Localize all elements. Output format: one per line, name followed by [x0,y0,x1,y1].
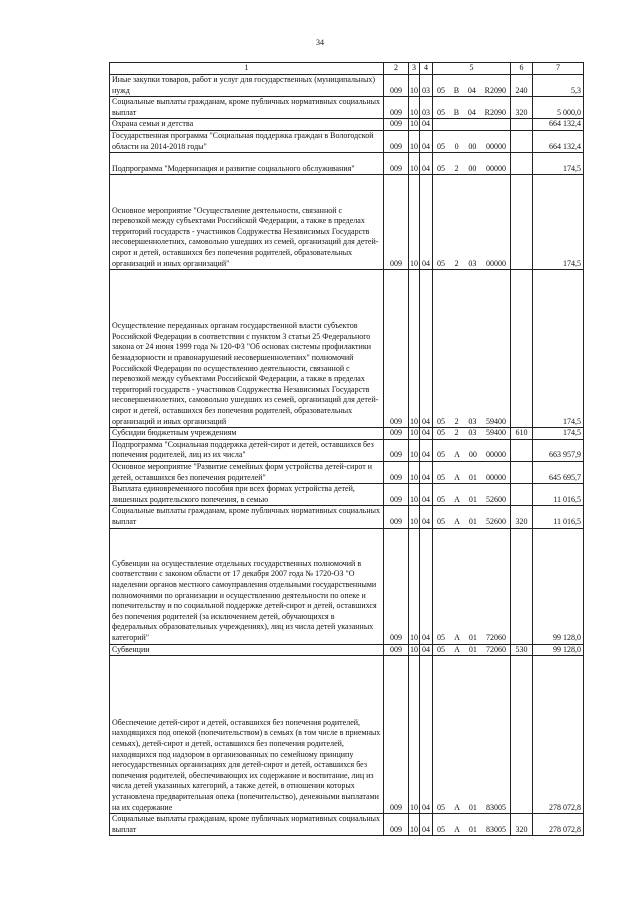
target-article-cell [433,97,511,119]
target-article-part: 05 [437,824,445,834]
ministry-code-cell: 009 [384,130,409,152]
expense-type-cell [511,439,533,461]
row-name-cell: Социальные выплаты гражданам, кроме публичных нормативных социальных выплат [110,97,384,119]
amount-cell: 174,5 [533,270,584,428]
target-article-part: 59400 [485,428,506,438]
expense-type-cell [511,130,533,152]
amount-cell: 663 957,9 [533,439,584,461]
target-article-part: 2 [454,416,459,426]
section-code-cell: 10 [409,528,420,644]
amount-cell: 5,3 [533,75,584,97]
ministry-code-cell: 009 [384,656,409,814]
target-article-part: 83005 [485,824,506,834]
row-name-cell: Социальные выплаты гражданам, кроме публичных нормативных социальных выплат [110,506,384,528]
target-article-part: 05 [437,416,445,426]
expense-type-cell [511,153,533,175]
section-code-cell: 10 [409,175,420,270]
target-article-cell [433,484,511,506]
ministry-code-cell: 009 [384,97,409,119]
amount-cell: 99 128,0 [533,644,584,656]
target-article-cell [433,428,511,440]
target-article-part: 2 [454,258,459,268]
row-name-cell: Субвенции [110,644,384,656]
section-code-cell: 10 [409,506,420,528]
subsection-code-cell: 04 [420,428,433,440]
target-article-cell [433,506,511,528]
row-name-cell: Субсидии бюджетным учреждениям [110,428,384,440]
section-code-cell: 10 [409,814,420,836]
page-number: 34 [316,38,324,47]
section-code-cell: 10 [409,461,420,483]
expense-type-cell [511,461,533,483]
ministry-code-cell: 009 [384,644,409,656]
row-name-cell: Субвенции на осуществление отдельных государственных полномочий в соответствии с законом области от 17 декабря 2007 года № 1720-ОЗ "О наделении органов местного самоуправления отдельными государственными полномочиями по организации и осуществлению деятельности по опеке и попечительству и по социальной поддержке детей-сирот и детей, оставшихся без попечения родителей (за исключением детей, обучающихся в федеральных образовательных учреждениях), лиц из числа детей указанных категорий" [110,528,384,644]
header-cell: 4 [420,63,433,75]
target-article-part: 83005 [485,802,506,812]
target-article-part: 05 [437,494,445,504]
target-article-part: 05 [437,644,445,654]
section-code-cell: 10 [409,428,420,440]
target-article-part: R2090 [484,85,506,95]
expense-type-cell: 320 [511,506,533,528]
ministry-code-cell: 009 [384,814,409,836]
expense-type-cell [511,119,533,131]
target-article-part: 05 [437,107,445,117]
section-code-cell: 10 [409,119,420,131]
target-article-part: 00000 [485,141,506,151]
target-article-part: 01 [468,472,477,482]
section-code-cell: 10 [409,130,420,152]
target-article-part: 72060 [485,644,506,654]
target-article-part: 00000 [485,472,506,482]
amount-cell: 174,5 [533,175,584,270]
target-article-part: 52600 [485,516,506,526]
target-article-part: 05 [437,258,445,268]
section-code-cell: 10 [409,270,420,428]
subsection-code-cell: 04 [420,439,433,461]
header-cell: 7 [533,63,584,75]
ministry-code-cell: 009 [384,153,409,175]
table-row [110,506,584,528]
amount-cell: 278 072,8 [533,814,584,836]
target-article-part: 00 [468,163,477,173]
target-article-cell [433,644,511,656]
target-article-cell [433,175,511,270]
target-article-part: 04 [467,107,476,117]
ministry-code-cell: 009 [384,484,409,506]
header-cell: 6 [511,63,533,75]
table-row [110,439,584,461]
target-article-part: 2 [454,428,459,438]
ministry-code-cell: 009 [384,506,409,528]
expense-type-cell [511,656,533,814]
target-article-part: 59400 [485,416,506,426]
target-article-part: 0 [454,141,459,151]
section-code-cell: 10 [409,75,420,97]
amount-cell: 174,5 [533,428,584,440]
target-article-cell [433,270,511,428]
amount-cell: 664 132,4 [533,130,584,152]
target-article-cell [433,439,511,461]
header-cell: 5 [433,63,511,75]
target-article-part: 00 [468,141,477,151]
target-article-part: А [454,632,460,642]
ministry-code-cell: 009 [384,270,409,428]
target-article-part: 05 [437,450,445,460]
ministry-code-cell: 009 [384,528,409,644]
amount-cell: 99 128,0 [533,528,584,644]
target-article-cell [433,814,511,836]
target-article-part: 05 [437,85,445,95]
target-article-part: 2 [454,163,459,173]
table-row [110,175,584,270]
amount-cell: 11 016,5 [533,506,584,528]
subsection-code-cell: 04 [420,119,433,131]
amount-cell: 11 016,5 [533,484,584,506]
table-row [110,153,584,175]
target-article-part: А [454,450,460,460]
budget-table [109,62,584,836]
target-article-part: 00000 [485,163,506,173]
ministry-code-cell: 009 [384,75,409,97]
row-name-cell: Основное мероприятие "Осуществление деятельности, связанной с перевозкой между субъектами Российской Федерации, а также в пределах территорий государств - участников Содружества Независимых Государств несовершеннолетних, самовольно ушедших из семей, организаций для детей-сирот и детей, оставшихся без попечения родителей, образовательных организаций и иных организаций" [110,175,384,270]
table-row [110,528,584,644]
target-article-part: 00000 [485,258,506,268]
subsection-code-cell: 04 [420,644,433,656]
expense-type-cell: 320 [511,97,533,119]
target-article-part: 05 [437,802,445,812]
target-article-part: R2090 [484,107,506,117]
section-code-cell: 10 [409,439,420,461]
target-article-part: 05 [437,516,445,526]
expense-type-cell: 610 [511,428,533,440]
table-row [110,97,584,119]
table-row [110,75,584,97]
target-article-part: А [454,802,460,812]
amount-cell: 664 132,4 [533,119,584,131]
target-article-part: 03 [468,258,477,268]
header-cell: 2 [384,63,409,75]
section-code-cell: 10 [409,153,420,175]
ministry-code-cell: 009 [384,439,409,461]
header-cell: 3 [409,63,420,75]
section-code-cell: 10 [409,644,420,656]
amount-cell: 645 695,7 [533,461,584,483]
subsection-code-cell: 04 [420,461,433,483]
ministry-code-cell: 009 [384,119,409,131]
row-name-cell: Иные закупки товаров, работ и услуг для государственных (муниципальных) нужд [110,75,384,97]
row-name-cell: Выплата единовременного пособия при всех формах устройства детей, лишенных родительского попечения, в семью [110,484,384,506]
target-article-part: А [454,644,460,654]
expense-type-cell [511,175,533,270]
target-article-part: 01 [468,494,477,504]
target-article-cell [433,461,511,483]
target-article-part: 04 [467,85,476,95]
table-row [110,461,584,483]
target-article-part: 05 [437,141,445,151]
subsection-code-cell: 04 [420,130,433,152]
target-article-part: 01 [468,824,477,834]
target-article-part: В [453,107,460,117]
target-article-cell [433,656,511,814]
table-row [110,484,584,506]
expense-type-cell: 240 [511,75,533,97]
subsection-code-cell: 04 [420,484,433,506]
target-article-cell [433,119,511,131]
expense-type-cell: 320 [511,814,533,836]
target-article-part: 05 [437,428,445,438]
subsection-code-cell: 04 [420,270,433,428]
target-article-part: А [454,516,460,526]
row-name-cell: Основное мероприятие "Развитие семейных форм устройства детей-сирот и детей, оставшихся без попечения родителей" [110,461,384,483]
ministry-code-cell: 009 [384,428,409,440]
target-article-part: 00000 [485,450,506,460]
header-cell: 1 [110,63,384,75]
row-name-cell: Государственная программа "Социальная поддержка граждан в Вологодской области на 2014-2018 годы" [110,130,384,152]
table-row [110,644,584,656]
row-name-cell: Осуществление переданных органам государственной власти субъектов Российской Федерации в соответствии с пунктом 3 статьи 25 Федерального закона от 24 июня 1999 года № 120-ФЗ "Об основах системы профилактики безнадзорности и правонарушений несовершеннолетних" полномочий Российской Федерации по осуществлению деятельности, связанной с перевозкой между субъектами Российской Федерации, а также в пределах территорий государств - участников Содружества Независимых Государств несовершеннолетних, самовольно ушедших из семей, организаций для детей-сирот и детей, оставшихся без попечения родителей, образовательных организаций и иных организаций [110,270,384,428]
target-article-cell [433,528,511,644]
target-article-part: 01 [468,516,477,526]
subsection-code-cell: 04 [420,506,433,528]
target-article-cell [433,75,511,97]
target-article-part: 05 [437,163,445,173]
subsection-code-cell: 04 [420,656,433,814]
subsection-code-cell: 04 [420,528,433,644]
expense-type-cell [511,484,533,506]
row-name-cell: Социальные выплаты гражданам, кроме публичных нормативных социальных выплат [110,814,384,836]
table-row [110,428,584,440]
target-article-part: В [453,85,460,95]
target-article-cell [433,153,511,175]
table-row [110,656,584,814]
subsection-code-cell: 04 [420,175,433,270]
ministry-code-cell: 009 [384,175,409,270]
target-article-part: 72060 [485,632,506,642]
expense-type-cell [511,270,533,428]
subsection-code-cell: 04 [420,153,433,175]
table-header-row [110,63,584,75]
target-article-part: 03 [468,428,477,438]
row-name-cell: Обеспечение детей-сирот и детей, оставшихся без попечения родителей, находящихся под опекой (попечительством) в семьях (в том числе в приемных семьях), детей-сирот и детей, оставшихся без попечения родителей, находящихся под надзором в организованных по семейному принципу негосударственных организациях для детей-сирот и детей, оставшихся без попечения родителей, обеспечивающих их содержание и воспитание, лиц из числа детей указанных категорий, а также детей, в отношении которых установлена предварительная опека (попечительство), денежными выплатами на их содержание [110,656,384,814]
target-article-part: 03 [468,416,477,426]
table-row [110,270,584,428]
subsection-code-cell: 03 [420,97,433,119]
target-article-part: А [454,824,460,834]
row-name-cell: Охрана семьи и детства [110,119,384,131]
table-row [110,119,584,131]
table-row [110,814,584,836]
target-article-part: 05 [437,472,445,482]
amount-cell: 5 000,0 [533,97,584,119]
target-article-part: А [454,472,460,482]
subsection-code-cell: 04 [420,814,433,836]
target-article-part: 52600 [485,494,506,504]
row-name-cell: Подпрограмма "Социальная поддержка детей-сирот и детей, оставшихся без попечения родителей, лиц из их числа" [110,439,384,461]
target-article-part: 01 [468,802,477,812]
ministry-code-cell: 009 [384,461,409,483]
target-article-part: 05 [437,632,445,642]
expense-type-cell: 530 [511,644,533,656]
section-code-cell: 10 [409,484,420,506]
target-article-cell [433,130,511,152]
target-article-part: А [454,494,460,504]
target-article-part: 01 [468,632,477,642]
target-article-part: 00 [468,450,477,460]
target-article-part: 01 [468,644,477,654]
amount-cell: 174,5 [533,153,584,175]
table-row [110,130,584,152]
expense-type-cell [511,528,533,644]
subsection-code-cell: 03 [420,75,433,97]
row-name-cell: Подпрограмма "Модернизация и развитие социального обслуживания" [110,153,384,175]
section-code-cell: 10 [409,97,420,119]
amount-cell: 278 072,8 [533,656,584,814]
section-code-cell: 10 [409,656,420,814]
